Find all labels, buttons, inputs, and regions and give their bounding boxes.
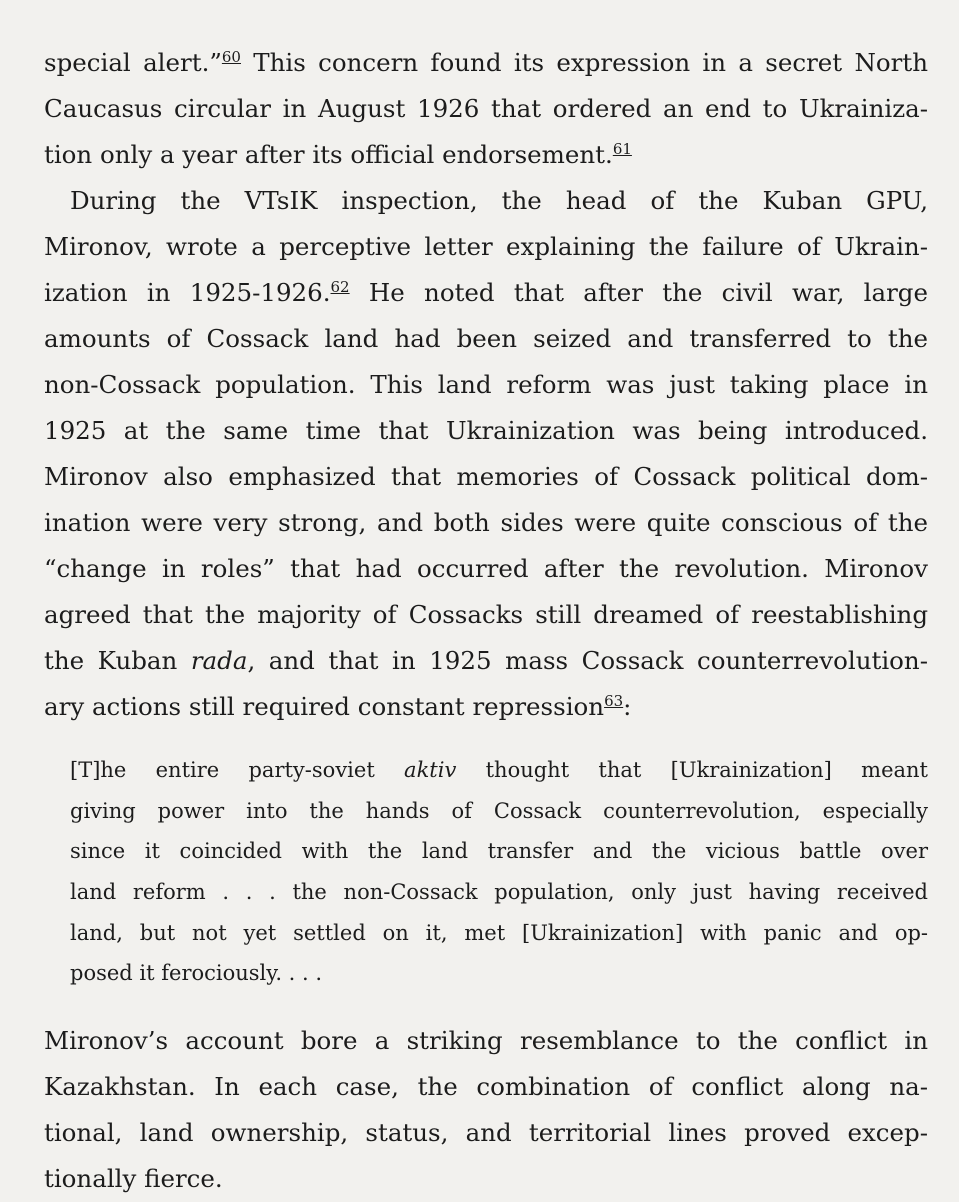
text-line bbox=[44, 638, 928, 684]
text-line: Mironov also emphasized that memories of Cossack political dom- bbox=[44, 462, 928, 491]
text-line: Kazakhstan. In each case, the combination of conflict along na- bbox=[44, 1072, 928, 1102]
text-run: [T]he entire party-soviet bbox=[70, 758, 405, 782]
quote-line: since it coincided with the land transfer and the vicious battle over bbox=[70, 839, 928, 864]
text-run: This concern found its expression in a secret North bbox=[240, 48, 928, 77]
text-line bbox=[44, 684, 928, 730]
text-line: tionally fierce. bbox=[44, 1164, 223, 1194]
text-run: , and that in 1925 mass Cossack counterrevolution- bbox=[247, 646, 928, 675]
text-line: non-Cossack population. This land reform was just taking place in bbox=[44, 370, 928, 399]
footnote-ref-63[interactable]: 63 bbox=[604, 692, 624, 710]
text-line: “change in roles” that had occurred after the revolution. Mironov bbox=[44, 554, 928, 583]
footnote-ref-61[interactable]: 61 bbox=[612, 140, 632, 158]
text-run: thought that [Ukrainization] meant bbox=[456, 758, 928, 782]
text-line: 1925 at the same time that Ukrainization was being introduced. bbox=[44, 416, 928, 445]
text-line: Mironov, wrote a perceptive letter explaining the failure of Ukrain- bbox=[44, 232, 928, 261]
paragraph-3 bbox=[44, 1018, 928, 1202]
book-page bbox=[44, 40, 928, 1202]
text-line: Caucasus circular in August 1926 that ordered an end to Ukrainiza- bbox=[44, 94, 928, 123]
text-line: agreed that the majority of Cossacks still dreamed of reestablishing bbox=[44, 600, 928, 629]
italic-term: rada bbox=[190, 646, 248, 675]
text-run: special alert.” bbox=[44, 48, 222, 77]
text-line: Mironov’s account bore a striking resemblance to the conflict in bbox=[44, 1026, 928, 1056]
text-line bbox=[44, 40, 928, 86]
text-run: ary actions still required constant repression bbox=[44, 692, 605, 721]
text-line: During the VTsIK inspection, the head of the Kuban GPU, bbox=[70, 186, 928, 215]
text-line: tional, land ownership, status, and territorial lines proved excep- bbox=[44, 1118, 928, 1148]
quote-line bbox=[70, 750, 928, 791]
paragraph-1 bbox=[44, 40, 928, 178]
text-line: ination were very strong, and both sides were quite conscious of the bbox=[44, 508, 928, 537]
text-run: He noted that after the civil war, large bbox=[349, 278, 928, 307]
quote-line: posed it ferociously. . . . bbox=[70, 961, 323, 986]
text-run: the Kuban bbox=[44, 646, 191, 675]
text-run: ization in 1925-1926. bbox=[44, 278, 331, 307]
block-quote bbox=[44, 750, 928, 994]
quote-line: giving power into the hands of Cossack counterrevolution, especially bbox=[70, 798, 928, 823]
text-line: amounts of Cossack land had been seized and transferred to the bbox=[44, 324, 928, 353]
text-line bbox=[44, 270, 928, 316]
text-run: : bbox=[623, 692, 632, 721]
quote-line: land, but not yet settled on it, met [Ukrainization] with panic and op- bbox=[70, 920, 928, 945]
footnote-ref-62[interactable]: 62 bbox=[330, 278, 350, 296]
footnote-ref-60[interactable]: 60 bbox=[221, 48, 241, 66]
italic-term: aktiv bbox=[404, 758, 457, 782]
quote-line: land reform . . . the non-Cossack population, only just having received bbox=[70, 880, 928, 905]
text-line bbox=[44, 132, 928, 178]
text-run: tion only a year after its official endorsement. bbox=[44, 140, 613, 169]
paragraph-2 bbox=[44, 178, 928, 730]
